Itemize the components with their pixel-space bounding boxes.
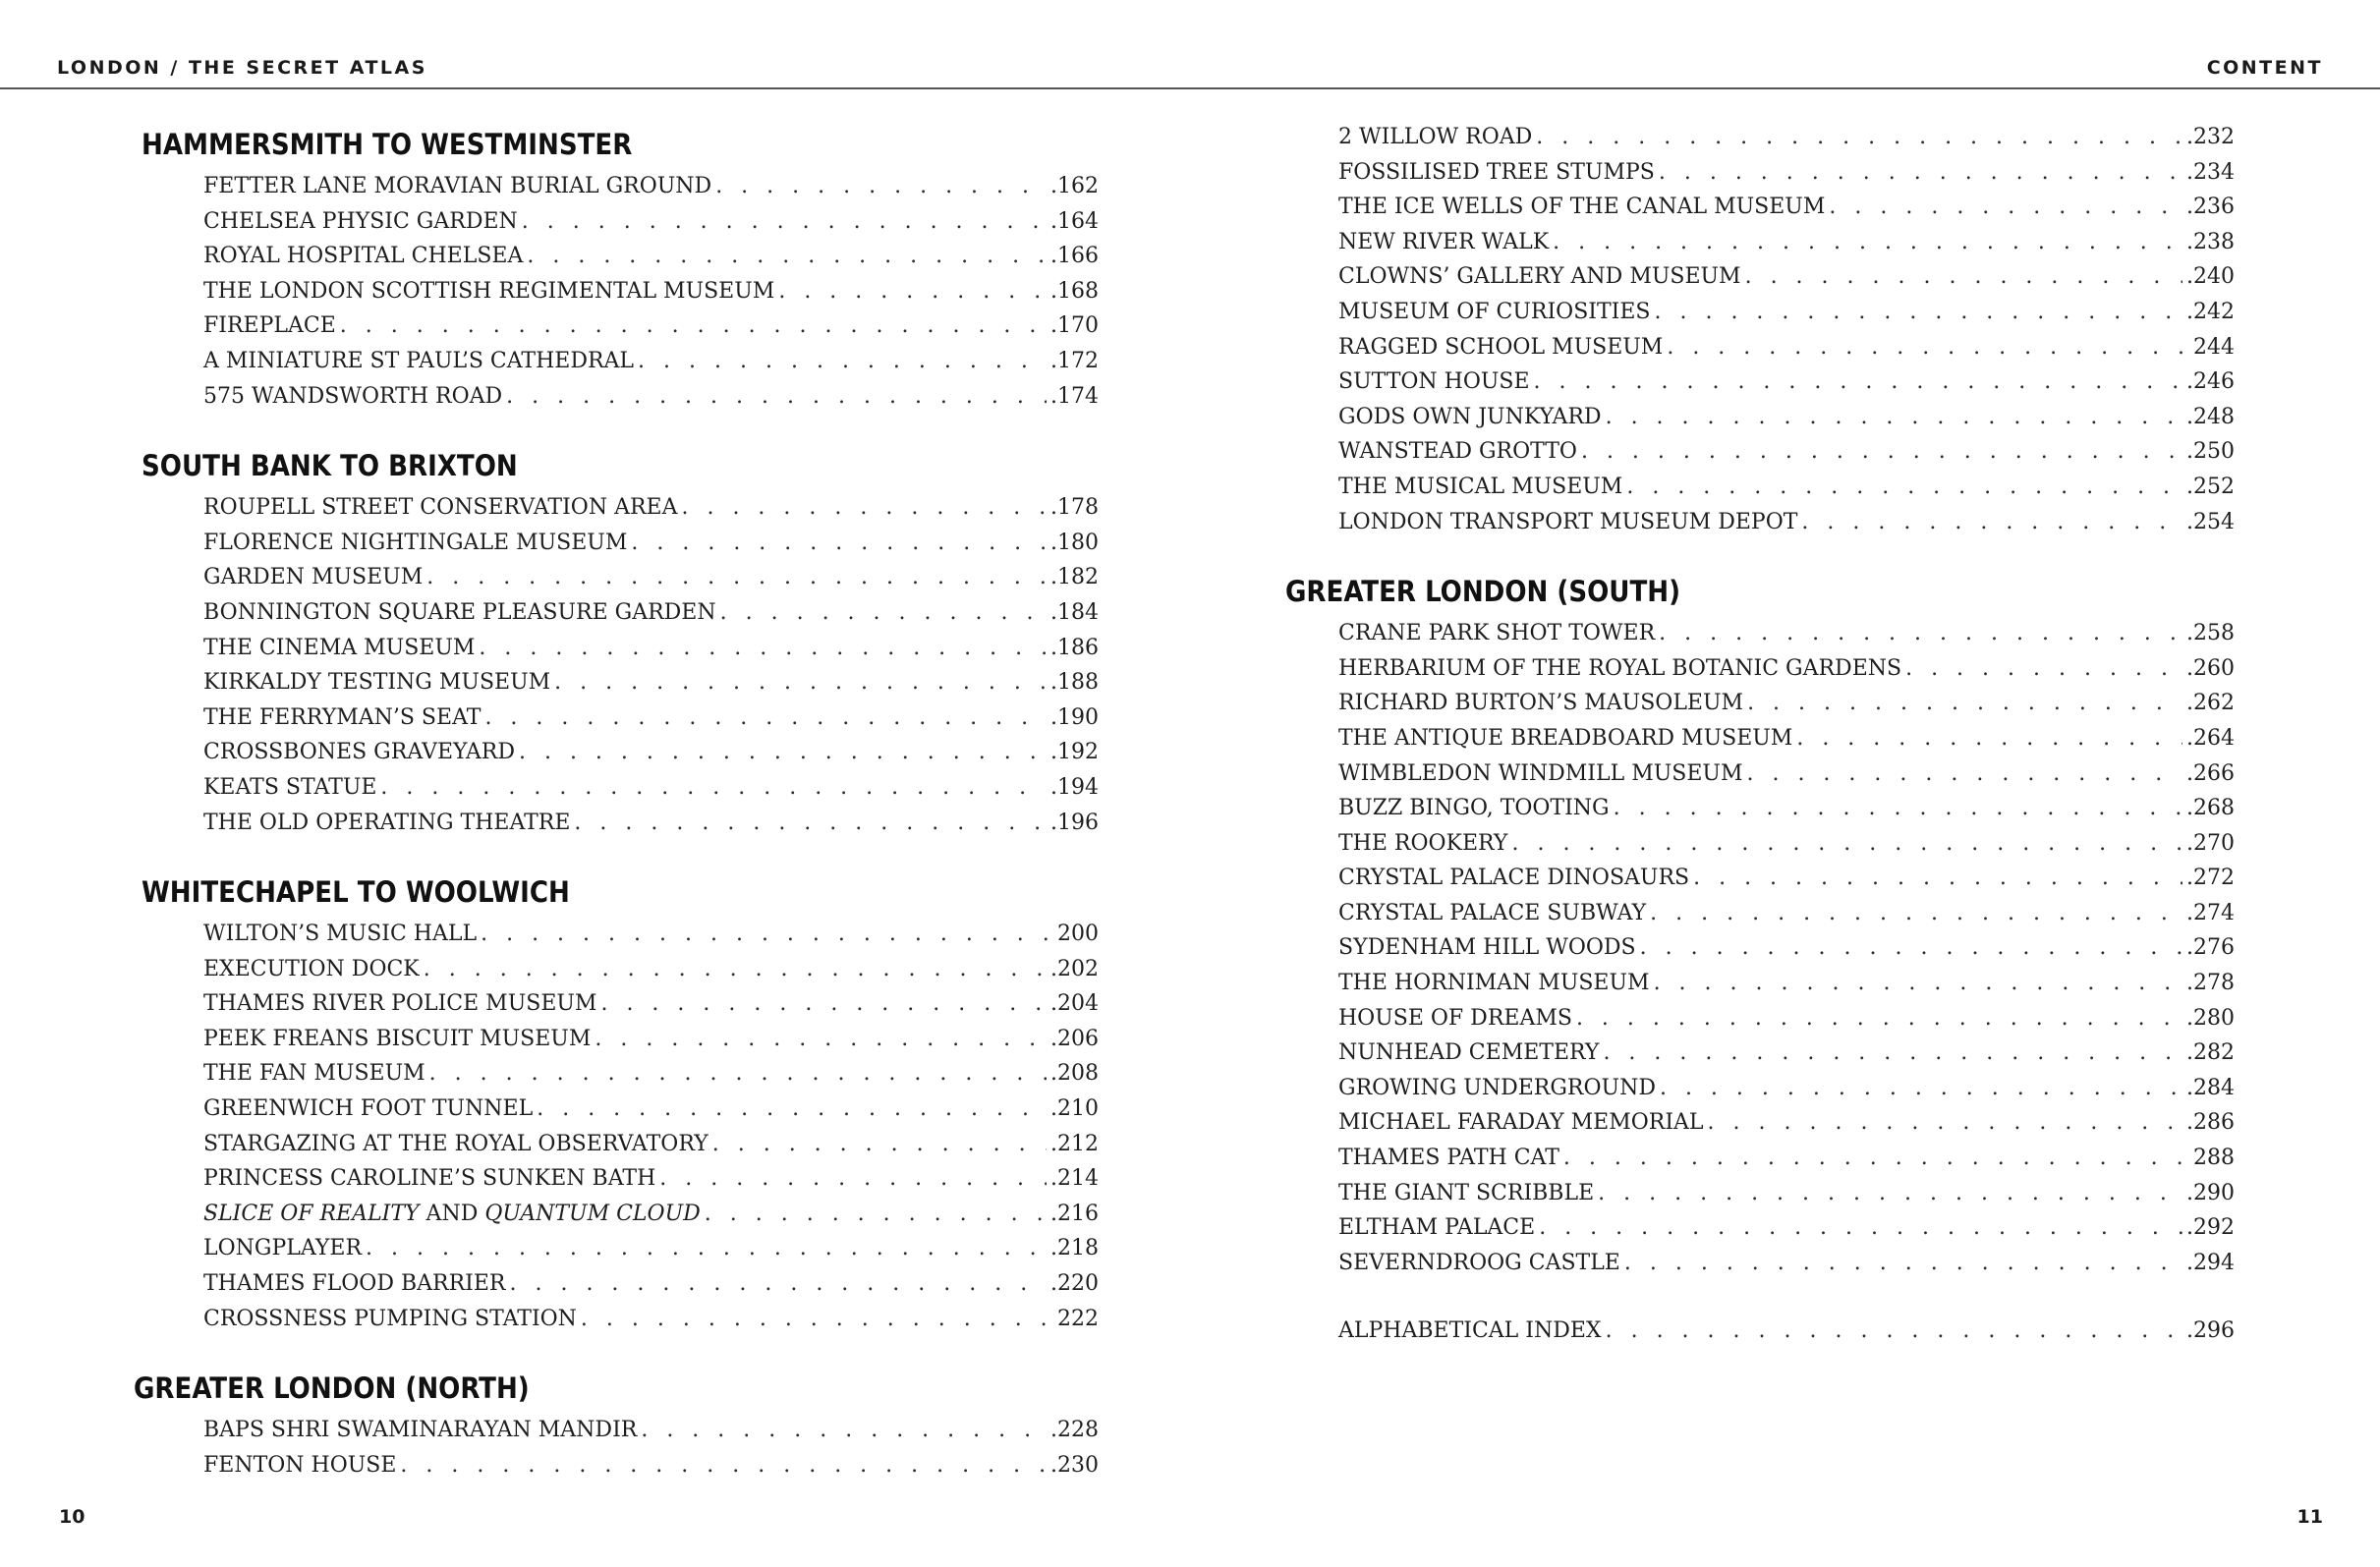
toc-dot-leader — [400, 1448, 1047, 1483]
toc-entry-page: 244 — [2193, 334, 2235, 360]
toc-dot-leader — [1603, 1035, 2182, 1071]
toc-entry-page: .178 — [1050, 495, 1099, 521]
toc-entry-page: .258 — [2186, 621, 2235, 646]
section-heading: SOUTH BANK TO BRIXTON — [142, 449, 518, 483]
toc-entry-title: CRANE PARK SHOT TOWER — [1338, 621, 1656, 646]
toc-entry-title-italic: QUANTUM CLOUD — [484, 1201, 701, 1226]
toc-entry-page: .264 — [2186, 725, 2235, 751]
toc-entry[interactable] — [203, 526, 1099, 561]
toc-entry[interactable] — [1338, 225, 2235, 260]
toc-right-column — [1277, 120, 2235, 1349]
toc-entry-list — [134, 1413, 1099, 1483]
toc-dot-leader — [1745, 259, 2182, 295]
toc-entry[interactable] — [203, 1056, 1099, 1091]
toc-entry-page: .168 — [1050, 278, 1099, 304]
toc-entry[interactable] — [1338, 155, 2235, 191]
toc-dot-leader — [424, 952, 1047, 987]
toc-entry-page: .216 — [1050, 1201, 1099, 1226]
toc-entry-page: .166 — [1050, 244, 1099, 269]
toc-dot-leader — [1659, 155, 2182, 191]
toc-section — [134, 1364, 1099, 1483]
toc-entry[interactable] — [203, 917, 1099, 952]
toc-entry-page: .260 — [2186, 655, 2235, 681]
toc-entry[interactable] — [203, 700, 1099, 736]
toc-entry[interactable] — [1338, 190, 2235, 225]
toc-entry[interactable] — [1338, 616, 2235, 651]
toc-entry-page: .268 — [2186, 796, 2235, 821]
toc-entry[interactable] — [203, 1127, 1099, 1162]
toc-dot-leader — [527, 239, 1047, 274]
toc-entry-page: .232 — [2186, 125, 2235, 149]
toc-dot-leader — [1614, 791, 2182, 826]
toc-entry[interactable] — [1338, 896, 2235, 931]
toc-entry-title: THAMES RIVER POLICE MUSEUM — [203, 991, 597, 1017]
toc-dot-leader — [479, 631, 1047, 666]
toc-dot-leader — [1598, 1176, 2182, 1211]
toc-entry-title: FENTON HOUSE — [203, 1452, 397, 1478]
toc-entry-title: RICHARD BURTON’S MAUSOLEUM — [1338, 691, 1744, 716]
toc-entry-page: .296 — [2186, 1318, 2235, 1344]
toc-entry[interactable] — [1338, 791, 2235, 826]
toc-entry[interactable] — [203, 1091, 1099, 1127]
toc-dot-leader — [1576, 1001, 2182, 1036]
toc-entry-title: SYDENHAM HILL WOODS — [1338, 935, 1636, 961]
toc-entry-title: KIRKALDY TESTING MUSEUM — [203, 670, 551, 696]
toc-dot-leader — [1511, 826, 2182, 862]
section-heading: GREATER LONDON (SOUTH) — [1285, 575, 1681, 609]
toc-dot-leader — [638, 344, 1047, 379]
toc-entry-page: .284 — [2186, 1075, 2235, 1100]
toc-entry[interactable] — [1338, 651, 2235, 687]
toc-entry-page: .190 — [1050, 704, 1099, 730]
toc-dot-leader — [1640, 930, 2182, 966]
toc-entry-page: .242 — [2186, 299, 2235, 324]
toc-entry-page: .282 — [2186, 1040, 2235, 1066]
toc-dot-leader — [715, 169, 1047, 204]
toc-dot-leader — [380, 770, 1047, 806]
toc-entry-title: CRYSTAL PALACE SUBWAY — [1338, 900, 1647, 925]
toc-entry-page: .182 — [1050, 565, 1099, 590]
toc-entry-page: .280 — [2186, 1005, 2235, 1031]
toc-entry-page: .240 — [2186, 264, 2235, 290]
toc-entry-title: THE ICE WELLS OF THE CANAL MUSEUM — [1338, 195, 1826, 220]
toc-dot-leader — [1660, 1071, 2182, 1106]
toc-entry-title: ROUPELL STREET CONSERVATION AREA — [203, 495, 678, 521]
toc-entry[interactable] — [1338, 470, 2235, 505]
toc-entry-page: .238 — [2186, 229, 2235, 254]
toc-dot-leader — [659, 1161, 1047, 1197]
toc-entry-title: EXECUTION DOCK — [203, 956, 420, 981]
toc-dot-leader — [1606, 1314, 2182, 1349]
toc-entry-page: .274 — [2186, 900, 2235, 925]
toc-entry-title: GROWING UNDERGROUND — [1338, 1075, 1656, 1100]
toc-dot-leader — [1796, 721, 2182, 756]
toc-dot-leader — [506, 379, 1047, 415]
page-number-left: 10 — [59, 1506, 85, 1528]
toc-entry-title: ELTHAM PALACE — [1338, 1215, 1536, 1241]
toc-entry-title: PEEK FREANS BISCUIT MUSEUM — [203, 1026, 592, 1051]
toc-entry-title: STARGAZING AT THE ROYAL OBSERVATORY — [203, 1131, 708, 1156]
toc-dot-leader — [366, 1231, 1047, 1266]
toc-entry-title — [203, 1197, 701, 1232]
toc-entry-title-conjunction: AND — [419, 1201, 485, 1226]
toc-entry-title: THE ANTIQUE BREADBOARD MUSEUM — [1338, 725, 1793, 751]
toc-dot-leader — [705, 1197, 1047, 1232]
toc-entry-page: .254 — [2186, 509, 2235, 534]
toc-entry-title: THE FAN MUSEUM — [203, 1061, 425, 1087]
toc-entry[interactable] — [203, 595, 1099, 631]
toc-entry-title: PRINCESS CAROLINE’S SUNKEN BATH — [203, 1166, 656, 1192]
toc-entry-page: .266 — [2186, 760, 2235, 786]
toc-entry-page: .234 — [2186, 159, 2235, 185]
section-heading: HAMMERSMITH TO WESTMINSTER — [142, 128, 633, 161]
toc-entry[interactable] — [203, 169, 1099, 204]
toc-dot-leader — [1747, 686, 2182, 721]
toc-entry-page: .186 — [1050, 635, 1099, 660]
toc-entry-page: .292 — [2186, 1215, 2235, 1241]
toc-dot-leader — [595, 1022, 1047, 1057]
toc-dot-leader — [1650, 896, 2182, 931]
toc-entry-title: THE CINEMA MUSEUM — [203, 635, 476, 660]
toc-entry-title: LONGPLAYER — [203, 1236, 363, 1261]
toc-entry-title: WANSTEAD GROTTO — [1338, 439, 1577, 465]
toc-dot-leader — [1536, 120, 2182, 155]
toc-entry[interactable] — [1338, 1176, 2235, 1211]
toc-entry[interactable] — [1338, 295, 2235, 330]
toc-entry[interactable] — [1338, 120, 2235, 155]
toc-entry-page: .194 — [1050, 774, 1099, 800]
toc-entry[interactable] — [1338, 1246, 2235, 1281]
toc-entry-page: .246 — [2186, 369, 2235, 395]
toc-entry-title: FETTER LANE MORAVIAN BURIAL GROUND — [203, 174, 712, 198]
toc-entry[interactable] — [203, 379, 1099, 415]
toc-entry-title: THE OLD OPERATING THEATRE — [203, 810, 571, 835]
toc-dot-leader — [1693, 861, 2182, 896]
toc-entry-page: .214 — [1050, 1166, 1099, 1192]
toc-entry[interactable] — [1338, 1210, 2235, 1246]
toc-entry-title-italic: SLICE OF REALITY — [203, 1201, 420, 1226]
toc-entry[interactable] — [203, 274, 1099, 309]
toc-entry-list — [134, 490, 1099, 840]
toc-entry[interactable] — [1338, 756, 2235, 792]
toc-entry[interactable] — [203, 1022, 1099, 1057]
toc-dot-leader — [600, 986, 1047, 1022]
toc-entry-title: GREENWICH FOOT TUNNEL — [203, 1096, 534, 1122]
toc-entry-page: .250 — [2186, 439, 2235, 465]
toc-dot-leader — [641, 1413, 1047, 1448]
toc-entry[interactable] — [203, 204, 1099, 240]
toc-dot-leader — [481, 917, 1053, 952]
toc-dot-leader — [1801, 505, 2182, 540]
toc-dot-leader — [1654, 966, 2182, 1001]
toc-dot-leader — [522, 204, 1047, 240]
toc-entry-page: .208 — [1050, 1061, 1099, 1087]
toc-entry-title: A MINIATURE ST PAUL’S CATHEDRAL — [203, 348, 635, 373]
toc-entry-page: .252 — [2186, 474, 2235, 499]
toc-entry-title: THE LONDON SCOTTISH REGIMENTAL MUSEUM — [203, 278, 775, 304]
alphabetical-index-entry[interactable] — [1338, 1314, 2235, 1349]
toc-entry[interactable] — [203, 1448, 1099, 1483]
toc-entry[interactable] — [203, 986, 1099, 1022]
toc-entry-title: NEW RIVER WALK — [1338, 229, 1550, 254]
toc-entry-title: THAMES FLOOD BARRIER — [203, 1271, 506, 1297]
toc-entry-title: CROSSNESS PUMPING STATION — [203, 1306, 577, 1331]
toc-entry[interactable] — [1338, 966, 2235, 1001]
toc-entry-title: THE FERRYMAN’S SEAT — [203, 704, 482, 730]
toc-entry-page: .286 — [2186, 1110, 2235, 1136]
toc-entry-page: .272 — [2186, 866, 2235, 891]
toc-entry[interactable] — [203, 1302, 1099, 1337]
toc-dot-leader — [1581, 434, 2182, 470]
toc-entry-title: MUSEUM OF CURIOSITIES — [1338, 299, 1651, 324]
toc-entry-page: .276 — [2186, 935, 2235, 961]
toc-entry[interactable] — [203, 806, 1099, 841]
toc-entry[interactable] — [203, 344, 1099, 379]
toc-dot-leader — [1708, 1105, 2182, 1141]
toc-entry[interactable] — [203, 308, 1099, 344]
toc-entry-title: SUTTON HOUSE — [1338, 369, 1530, 395]
toc-entry[interactable] — [203, 490, 1099, 526]
toc-entry-title: THE GIANT SCRIBBLE — [1338, 1180, 1595, 1205]
toc-section — [134, 441, 1099, 840]
toc-dot-leader — [1667, 330, 2189, 365]
toc-entry-title: FOSSILISED TREE STUMPS — [1338, 159, 1655, 185]
running-head-section: CONTENT — [2206, 57, 2323, 79]
toc-entry[interactable] — [1338, 930, 2235, 966]
toc-entry[interactable] — [203, 665, 1099, 700]
toc-entry-title: ALPHABETICAL INDEX — [1338, 1318, 1602, 1344]
toc-entry[interactable] — [1338, 1105, 2235, 1141]
index-entry-list — [1277, 1314, 2235, 1349]
toc-entry[interactable] — [203, 239, 1099, 274]
toc-entry-page: .196 — [1050, 810, 1099, 835]
toc-entry[interactable] — [1338, 505, 2235, 540]
toc-entry-page: .228 — [1050, 1418, 1099, 1443]
toc-entry[interactable] — [1338, 686, 2235, 721]
section-heading: GREATER LONDON (NORTH) — [134, 1371, 530, 1406]
toc-entry-page: .262 — [2186, 691, 2235, 716]
toc-entry[interactable] — [1338, 434, 2235, 470]
toc-entry-page: .220 — [1050, 1271, 1099, 1297]
toc-entry-page: .218 — [1050, 1236, 1099, 1261]
toc-dot-leader — [519, 735, 1047, 770]
toc-section — [134, 867, 1099, 1336]
toc-entry-page: 222 — [1057, 1306, 1099, 1331]
toc-entry[interactable] — [203, 560, 1099, 595]
toc-dot-leader — [778, 274, 1047, 309]
toc-entry-title: THAMES PATH CAT — [1338, 1146, 1559, 1171]
toc-entry-title: KEATS STATUE — [203, 774, 377, 800]
toc-dot-leader — [509, 1266, 1047, 1302]
toc-entry-title: CLOWNS’ GALLERY AND MUSEUM — [1338, 264, 1741, 290]
toc-entry-title: 2 WILLOW ROAD — [1338, 125, 1533, 149]
page-number-right: 11 — [2296, 1506, 2323, 1528]
toc-dot-leader — [1829, 190, 2182, 225]
toc-entry[interactable] — [203, 952, 1099, 987]
toc-entry-title: GARDEN MUSEUM — [203, 565, 424, 590]
toc-dot-leader — [1624, 1246, 2182, 1281]
toc-entry[interactable] — [1338, 259, 2235, 295]
toc-entry-page: .170 — [1050, 313, 1099, 339]
toc-entry[interactable] — [1338, 721, 2235, 756]
toc-entry[interactable] — [1338, 826, 2235, 862]
toc-dot-leader — [720, 595, 1047, 631]
toc-dot-leader — [574, 806, 1047, 841]
toc-entry-page: .184 — [1050, 599, 1099, 625]
toc-entry[interactable] — [203, 1266, 1099, 1302]
toc-entry-page: .162 — [1050, 174, 1099, 198]
toc-entry[interactable] — [203, 735, 1099, 770]
toc-dot-leader — [1746, 756, 2182, 792]
toc-entry-page: .206 — [1050, 1026, 1099, 1051]
toc-entry-title: FIREPLACE — [203, 313, 336, 339]
toc-entry-page: .236 — [2186, 195, 2235, 220]
toc-entry-title: SEVERNDROOG CASTLE — [1338, 1250, 1620, 1275]
toc-dot-leader — [1654, 295, 2182, 330]
toc-entry-page: .248 — [2186, 404, 2235, 429]
toc-entry-title: CRYSTAL PALACE DINOSAURS — [1338, 866, 1690, 891]
toc-entry-page: .202 — [1050, 956, 1099, 981]
toc-entry[interactable] — [203, 1161, 1099, 1197]
toc-entry[interactable] — [203, 631, 1099, 666]
toc-entry-title: RAGGED SCHOOL MUSEUM — [1338, 334, 1664, 360]
toc-entry-title: HOUSE OF DREAMS — [1338, 1005, 1572, 1031]
toc-section-continued — [1277, 120, 2235, 539]
toc-entry[interactable] — [1338, 1141, 2235, 1176]
toc-entry[interactable] — [203, 1413, 1099, 1448]
toc-dot-leader — [426, 560, 1047, 595]
toc-dot-leader — [1539, 1210, 2182, 1246]
toc-entry-title: BUZZ BINGO, TOOTING — [1338, 796, 1610, 821]
toc-entry-title: CHELSEA PHYSIC GARDEN — [203, 208, 518, 234]
toc-entry-title: FLORENCE NIGHTINGALE MUSEUM — [203, 530, 628, 555]
toc-dot-leader — [712, 1127, 1047, 1162]
toc-dot-leader — [1626, 470, 2182, 505]
toc-entry-title: CROSSBONES GRAVEYARD — [203, 740, 515, 765]
toc-entry-title: THE ROOKERY — [1338, 830, 1508, 856]
toc-entry[interactable] — [1338, 364, 2235, 400]
toc-entry-title: GODS OWN JUNKYARD — [1338, 404, 1602, 429]
toc-entry-title: MICHAEL FARADAY MEMORIAL — [1338, 1110, 1704, 1136]
toc-entry-title: WIMBLEDON WINDMILL MUSEUM — [1338, 760, 1743, 786]
toc-dot-leader — [1659, 616, 2182, 651]
toc-entry-list — [134, 917, 1099, 1336]
toc-dot-leader — [581, 1302, 1053, 1337]
toc-dot-leader — [1553, 225, 2182, 260]
toc-entry[interactable] — [203, 770, 1099, 806]
toc-entry-page: .290 — [2186, 1180, 2235, 1205]
toc-dot-leader — [340, 308, 1047, 344]
toc-entry-page: 288 — [2193, 1146, 2235, 1171]
toc-entry-page: .278 — [2186, 971, 2235, 996]
toc-entry-title: BONNINGTON SQUARE PLEASURE GARDEN — [203, 599, 716, 625]
toc-entry-title: BAPS SHRI SWAMINARAYAN MANDIR — [203, 1418, 638, 1443]
toc-entry-title: 575 WANDSWORTH ROAD — [203, 383, 503, 409]
toc-entry-page: .188 — [1050, 670, 1099, 696]
toc-entry-list — [134, 169, 1099, 414]
toc-entry-list — [1277, 616, 2235, 1280]
toc-dot-leader — [681, 490, 1047, 526]
toc-entry[interactable] — [203, 1231, 1099, 1266]
toc-entry[interactable] — [1338, 861, 2235, 896]
toc-dot-leader — [1563, 1141, 2189, 1176]
toc-entry-title: HERBARIUM OF THE ROYAL BOTANIC GARDENS — [1338, 655, 1902, 681]
toc-entry-page: .164 — [1050, 208, 1099, 234]
toc-dot-leader — [554, 665, 1047, 700]
toc-section — [1277, 567, 2235, 1280]
toc-entry-list — [1277, 120, 2235, 539]
toc-entry-page: .270 — [2186, 830, 2235, 856]
toc-entry-page: .230 — [1050, 1452, 1099, 1478]
section-heading: WHITECHAPEL TO WOOLWICH — [142, 875, 570, 910]
toc-entry-page: .174 — [1050, 383, 1099, 409]
toc-entry[interactable] — [1338, 400, 2235, 435]
toc-entry[interactable] — [1338, 1001, 2235, 1036]
toc-entry-page: .180 — [1050, 530, 1099, 555]
toc-entry-page: .210 — [1050, 1096, 1099, 1122]
toc-entry[interactable] — [1338, 1035, 2235, 1071]
toc-dot-leader — [484, 700, 1047, 736]
index-spacer — [1277, 1280, 2235, 1314]
toc-dot-leader — [631, 526, 1047, 561]
toc-entry-title: THE MUSICAL MUSEUM — [1338, 474, 1623, 499]
toc-entry-page: .212 — [1050, 1131, 1099, 1156]
toc-dot-leader — [1534, 364, 2182, 400]
toc-entry[interactable] — [203, 1197, 1099, 1232]
toc-dot-leader — [429, 1056, 1047, 1091]
toc-entry-title: ROYAL HOSPITAL CHELSEA — [203, 244, 524, 269]
toc-entry[interactable] — [1338, 330, 2235, 365]
toc-entry-page: .172 — [1050, 348, 1099, 373]
toc-dot-leader — [1606, 400, 2182, 435]
toc-left-column — [134, 120, 1099, 1510]
toc-entry-title: WILTON’S MUSIC HALL — [203, 922, 478, 947]
toc-dot-leader — [1905, 651, 2182, 687]
toc-section — [134, 120, 1099, 414]
toc-entry-title: NUNHEAD CEMETERY — [1338, 1040, 1600, 1066]
toc-entry[interactable] — [1338, 1071, 2235, 1106]
toc-entry-page: .192 — [1050, 740, 1099, 765]
toc-entry-page: .204 — [1050, 991, 1099, 1017]
running-head-title: LONDON / THE SECRET ATLAS — [57, 57, 427, 79]
toc-entry-page: 200 — [1057, 922, 1099, 947]
toc-entry-title: THE HORNIMAN MUSEUM — [1338, 971, 1650, 996]
toc-entry-title: LONDON TRANSPORT MUSEUM DEPOT — [1338, 509, 1798, 534]
toc-entry-page: .294 — [2186, 1250, 2235, 1275]
header-rule — [0, 87, 2380, 89]
toc-dot-leader — [537, 1091, 1047, 1127]
